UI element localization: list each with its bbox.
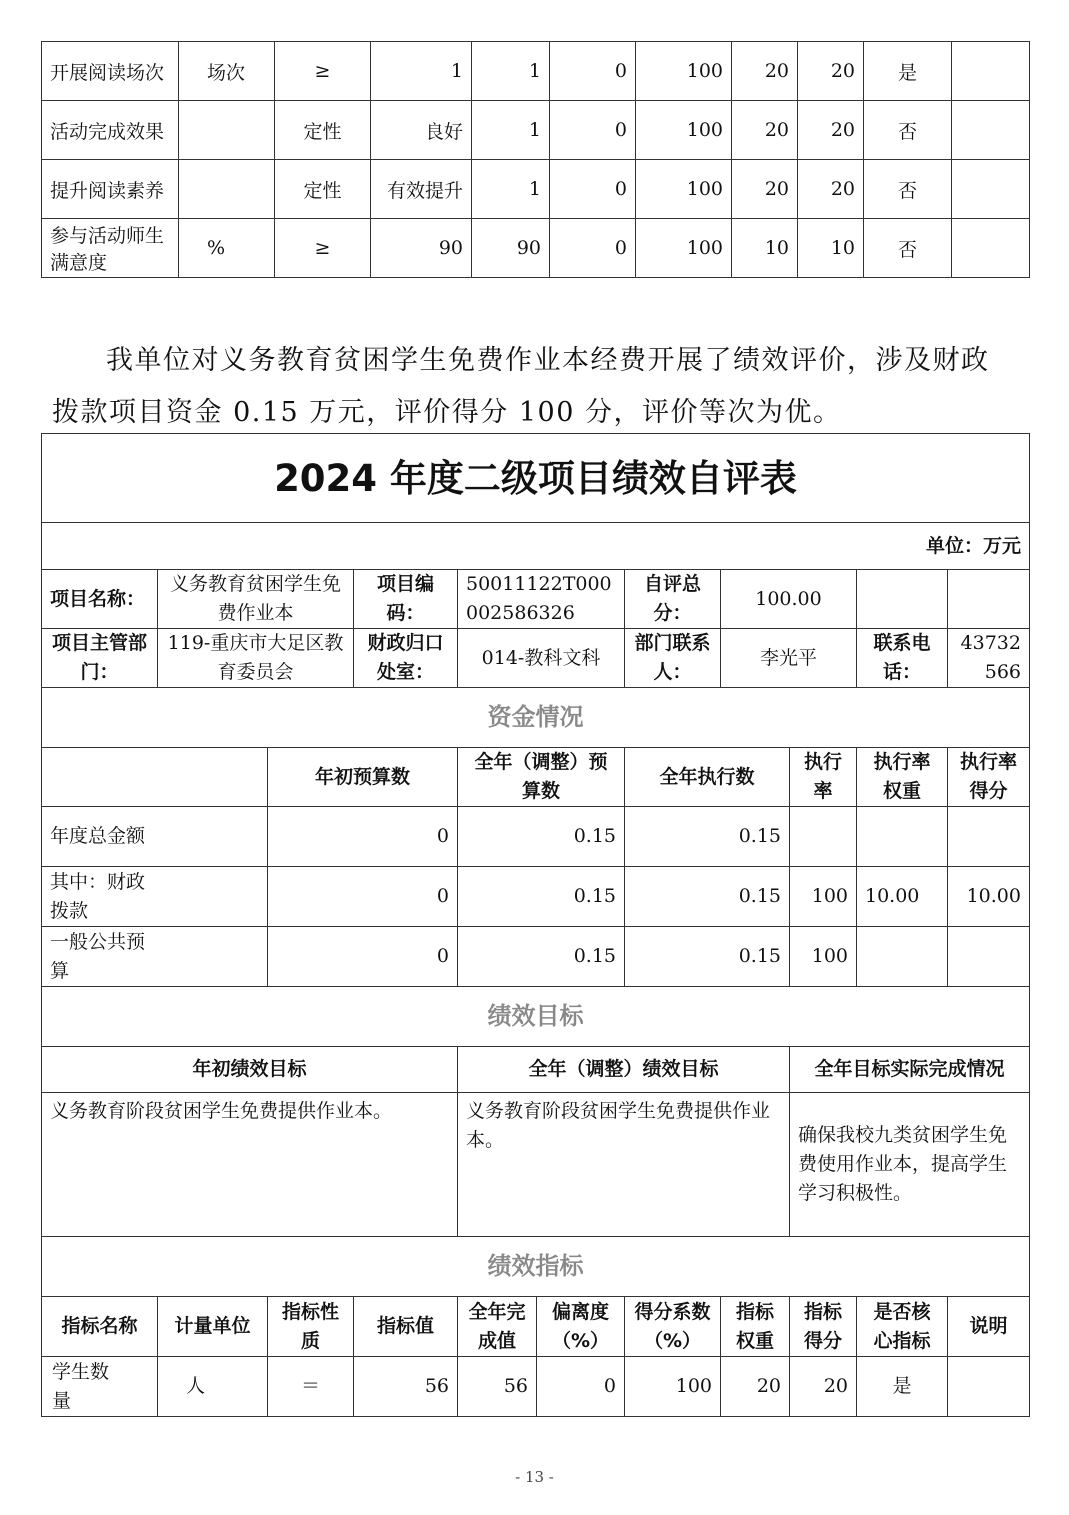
indicator-actual: 56 — [458, 1357, 537, 1417]
indicator-note — [948, 1357, 1030, 1417]
funds-row-label: 其中：财政拨款 — [42, 867, 268, 927]
finance-office-label: 财政归口处室： — [354, 629, 458, 688]
indicator-unit: 人 — [158, 1357, 268, 1417]
indicator-name: 参与活动师生满意度 — [42, 219, 179, 278]
funds-row-rate — [790, 807, 857, 867]
table-row — [42, 101, 1030, 160]
indicator-target: 良好 — [371, 101, 472, 160]
indicator-weight: 20 — [721, 1357, 790, 1417]
indicator-name: 学生数量 — [42, 1357, 158, 1417]
indicator-score: 20 — [798, 42, 864, 101]
indicator-actual: 1 — [472, 160, 550, 219]
indicator-coef: 100 — [636, 219, 732, 278]
funds-header-score: 执行率得分 — [948, 748, 1030, 807]
indicator-deviation: 0 — [537, 1357, 625, 1417]
indicator-core: 否 — [864, 160, 952, 219]
funds-header-row — [42, 748, 1030, 807]
goals-header-actual: 全年目标实际完成情况 — [790, 1047, 1030, 1093]
funds-row-executed: 0.15 — [625, 807, 790, 867]
indicator-deviation: 0 — [550, 219, 636, 278]
indicator-name: 开展阅读场次 — [42, 42, 179, 101]
indicator-score: 20 — [790, 1357, 857, 1417]
dept-info-row — [42, 629, 1030, 688]
ind-header-note: 说明 — [948, 1297, 1030, 1357]
funds-row-rate: 100 — [790, 867, 857, 927]
indicator-nature: 定性 — [275, 160, 371, 219]
funds-row-label: 年度总金额 — [42, 807, 268, 867]
ind-header-nature: 指标性质 — [268, 1297, 354, 1357]
funds-row-score — [948, 807, 1030, 867]
funds-header-weight: 执行率权重 — [857, 748, 948, 807]
indicator-unit — [179, 160, 275, 219]
indicator-unit: 场次 — [179, 42, 275, 101]
ind-header-score: 指标得分 — [790, 1297, 857, 1357]
table-row — [42, 42, 1030, 101]
indicator-name: 提升阅读素养 — [42, 160, 179, 219]
indicator-score: 20 — [798, 160, 864, 219]
goals-section-title: 绩效目标 — [42, 987, 1030, 1047]
funds-row-adjusted: 0.15 — [458, 867, 625, 927]
funds-row-adjusted: 0.15 — [458, 807, 625, 867]
funds-section-title: 资金情况 — [42, 688, 1030, 748]
ind-header-deviation: 偏离度（%） — [537, 1297, 625, 1357]
dept-label: 项目主管部门： — [42, 629, 158, 688]
indicator-core: 是 — [864, 42, 952, 101]
indicator-nature: ≥ — [275, 42, 371, 101]
indicator-coef: 100 — [625, 1357, 721, 1417]
indicator-note — [952, 160, 1030, 219]
empty-cell — [857, 570, 948, 629]
indicator-target: 90 — [371, 219, 472, 278]
page-number: - 13 - — [515, 1468, 554, 1486]
dept-value: 119-重庆市大足区教育委员会 — [158, 629, 354, 688]
funds-row-weight — [857, 927, 948, 987]
indicator-unit — [179, 101, 275, 160]
ind-header-name: 指标名称 — [42, 1297, 158, 1357]
indicator-actual: 90 — [472, 219, 550, 278]
goals-content-row — [42, 1093, 1030, 1237]
table-row — [42, 219, 1030, 278]
ind-header-actual: 全年完成值 — [458, 1297, 537, 1357]
funds-row-rate: 100 — [790, 927, 857, 987]
table-row — [42, 867, 1030, 927]
unit-label: 单位：万元 — [42, 523, 1030, 570]
funds-row-executed: 0.15 — [625, 867, 790, 927]
project-code-value: 50011122T000002586326 — [458, 570, 625, 629]
ind-header-core: 是否核心指标 — [857, 1297, 948, 1357]
funds-row-executed: 0.15 — [625, 927, 790, 987]
indicator-actual: 1 — [472, 42, 550, 101]
funds-row-budget: 0 — [268, 807, 458, 867]
goals-header-adjusted: 全年（调整）绩效目标 — [458, 1047, 790, 1093]
empty-cell — [948, 570, 1030, 629]
indicator-target: 1 — [371, 42, 472, 101]
table-row — [42, 927, 1030, 987]
contact-label: 部门联系人： — [625, 629, 721, 688]
contact-value: 李光平 — [721, 629, 857, 688]
table-row — [42, 807, 1030, 867]
goal-initial-text: 义务教育阶段贫困学生免费提供作业本。 — [42, 1093, 458, 1237]
indicator-deviation: 0 — [550, 160, 636, 219]
indicator-actual: 1 — [472, 101, 550, 160]
goals-header-initial: 年初绩效目标 — [42, 1047, 458, 1093]
goals-header-row — [42, 1047, 1030, 1093]
indicator-weight: 20 — [732, 101, 798, 160]
indicator-nature: ≥ — [275, 219, 371, 278]
indicator-table-continued — [41, 41, 1030, 278]
phone-label: 联系电话： — [857, 629, 948, 688]
indicator-coef: 100 — [636, 101, 732, 160]
goal-actual-text: 确保我校九类贫困学生免费使用作业本，提高学生学习积极性。 — [790, 1093, 1030, 1237]
indicators-section-title: 绩效指标 — [42, 1237, 1030, 1297]
indicator-core: 是 — [857, 1357, 948, 1417]
indicator-weight: 20 — [732, 42, 798, 101]
finance-office-value: 014-教科文科 — [458, 629, 625, 688]
indicator-weight: 20 — [732, 160, 798, 219]
project-code-label: 项目编码： — [354, 570, 458, 629]
indicator-score: 10 — [798, 219, 864, 278]
indicators-header-row — [42, 1297, 1030, 1357]
funds-row-weight: 10.00 — [857, 867, 948, 927]
funds-header-budget: 年初预算数 — [268, 748, 458, 807]
indicator-unit: % — [179, 219, 275, 278]
indicator-note — [952, 101, 1030, 160]
indicator-target: 56 — [354, 1357, 458, 1417]
indicator-note — [952, 219, 1030, 278]
ind-header-weight: 指标权重 — [721, 1297, 790, 1357]
table-row — [42, 160, 1030, 219]
indicator-target: 有效提升 — [371, 160, 472, 219]
indicator-nature: ＝ — [268, 1357, 354, 1417]
indicator-core: 否 — [864, 219, 952, 278]
goal-adjusted-text: 义务教育阶段贫困学生免费提供作业本。 — [458, 1093, 790, 1237]
phone-value: 43732566 — [948, 629, 1030, 688]
indicator-note — [952, 42, 1030, 101]
ind-header-target: 指标值 — [354, 1297, 458, 1357]
indicator-score: 20 — [798, 101, 864, 160]
funds-row-label: 一般公共预算 — [42, 927, 268, 987]
project-name-value: 义务教育贫困学生免费作业本 — [158, 570, 354, 629]
indicator-name: 活动完成效果 — [42, 101, 179, 160]
ind-header-coef: 得分系数（%） — [625, 1297, 721, 1357]
table-row — [42, 1357, 1030, 1417]
evaluation-paragraph: 我单位对义务教育贫困学生免费作业本经费开展了绩效评价，涉及财政拨款项目资金 0.15 万元，评价得分 100 分，评价等次为优。 — [52, 345, 990, 428]
ind-header-unit: 计量单位 — [158, 1297, 268, 1357]
self-score-label: 自评总分： — [625, 570, 721, 629]
funds-row-score: 10.00 — [948, 867, 1030, 927]
indicator-weight: 10 — [732, 219, 798, 278]
project-name-label: 项目名称： — [42, 570, 158, 629]
self-score-value: 100.00 — [721, 570, 857, 629]
funds-header-empty — [42, 748, 268, 807]
funds-header-rate: 执行率 — [790, 748, 857, 807]
indicator-coef: 100 — [636, 160, 732, 219]
project-info-row — [42, 570, 1030, 629]
indicator-nature: 定性 — [275, 101, 371, 160]
indicator-deviation: 0 — [550, 42, 636, 101]
indicator-core: 否 — [864, 101, 952, 160]
self-evaluation-form — [41, 433, 1030, 1417]
indicator-deviation: 0 — [550, 101, 636, 160]
funds-header-executed: 全年执行数 — [625, 748, 790, 807]
funds-row-score — [948, 927, 1030, 987]
funds-row-adjusted: 0.15 — [458, 927, 625, 987]
funds-header-adjusted: 全年（调整）预算数 — [458, 748, 625, 807]
funds-row-budget: 0 — [268, 867, 458, 927]
form-title: 2024 年度二级项目绩效自评表 — [42, 434, 1030, 523]
funds-row-weight — [857, 807, 948, 867]
indicator-coef: 100 — [636, 42, 732, 101]
funds-row-budget: 0 — [268, 927, 458, 987]
